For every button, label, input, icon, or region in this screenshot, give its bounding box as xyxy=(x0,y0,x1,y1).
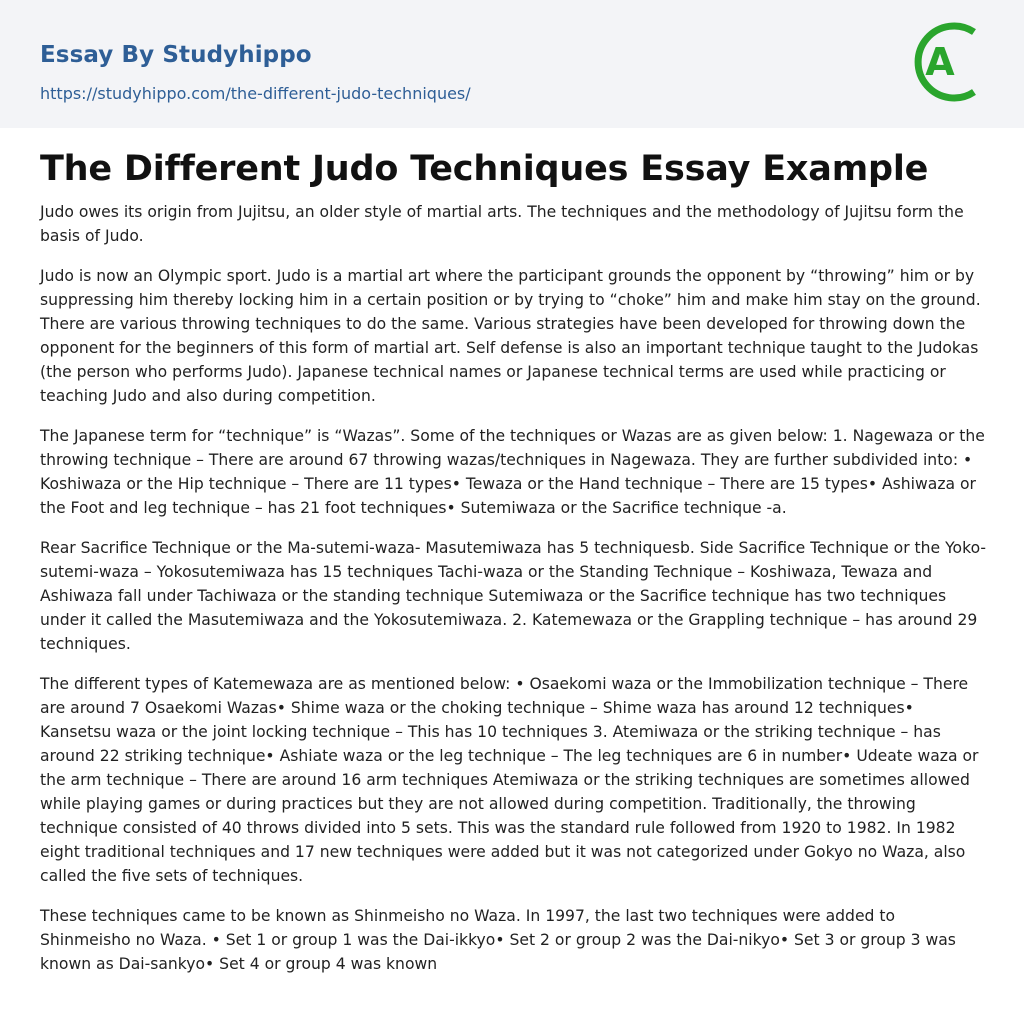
site-header xyxy=(0,0,1024,128)
logo-letter: A xyxy=(925,40,955,84)
article-paragraph-2: Judo is now an Olympic sport. Judo is a martial art where the participant grounds the opponent by “throwing” him or by suppressing him thereby locking him in a certain position or by trying to “choke” him and make him stay on the ground. There are various throwing techniques to do the same. Various strategies have been developed for throwing down the opponent for the beginners of this form of martial art. Self defense is also an important technique taught to the Judokas (the person who performs Judo). Japanese technical names or Japanese technical terms are used while practicing or teaching Judo and also during competition. xyxy=(40,267,981,405)
page-url-link[interactable]: https://studyhippo.com/the-different-judo-techniques/ xyxy=(40,84,471,103)
site-brand[interactable]: Essay By Studyhippo xyxy=(40,42,312,68)
article-paragraph-5: The different types of Katemewaza are as mentioned below: • Osaekomi waza or the Immobilization technique – There are around 7 Osaekomi Wazas• Shime waza or the choking technique – Shime waza has around 12 techniques• Kansetsu waza or the joint locking technique – This has 10 techniques 3. Atemiwaza or the striking technique – has around 22 striking technique• Ashiate waza or the leg technique – The leg techniques are 6 in number• Udeate waza or the arm technique – There are around 16 arm techniques Atemiwaza or the striking techniques are sometimes allowed while playing games or during practices but they are not allowed during competition. Traditionally, the throwing technique consisted of 40 throws divided into 5 sets. This was the standard rule followed from 1920 to 1982. In 1982 eight traditional techniques and 17 new techniques were added but it was not categorized under Gokyo no Waza, also called the five sets of techniques. xyxy=(40,675,979,885)
article xyxy=(40,146,988,992)
article-paragraph-4: Rear Sacrifice Technique or the Ma-sutemi-waza- Masutemiwaza has 5 techniquesb. Side Sacrifice Technique or the Yoko-sutemi-waza – Yokosutemiwaza has 15 techniques Tachi-waza or the Standing Technique – Koshiwaza, Tewaza and Ashiwaza fall under Tachiwaza or the standing technique Sutemiwaza or the Sacrifice technique has two techniques under it called the Masutemiwaza and the Yokosutemiwaza. 2. Katemewaza or the Grappling technique – has around 29 techniques. xyxy=(40,539,987,653)
article-paragraph-6: These techniques came to be known as Shinmeisho no Waza. In 1997, the last two techniques were added to Shinmeisho no Waza. • Set 1 or group 1 was the Dai-ikkyo• Set 2 or group 2 was the Dai-nikyo• Set 3 or group 3 was known as Dai-sankyo• Set 4 or group 4 was known xyxy=(40,907,956,973)
article-paragraph-3: The Japanese term for “technique” is “Wazas”. Some of the techniques or Wazas are as given below: 1. Nagewaza or the throwing technique – There are around 67 throwing wazas/techniques in Nagewaza. They are further subdivided into: • Koshiwaza or the Hip technique – There are 11 types• Tewaza or the Hand technique – There are 15 types• Ashiwaza or the Foot and leg technique – has 21 foot techniques• Sutemiwaza or the Sacrifice technique -a. xyxy=(40,427,985,517)
article-paragraph-1: Judo owes its origin from Jujitsu, an older style of martial arts. The techniques and the methodology of Jujitsu form the basis of Judo. xyxy=(40,203,964,245)
article-title: The Different Judo Techniques Essay Example xyxy=(40,149,929,189)
studyhippo-logo-icon[interactable] xyxy=(912,18,988,106)
